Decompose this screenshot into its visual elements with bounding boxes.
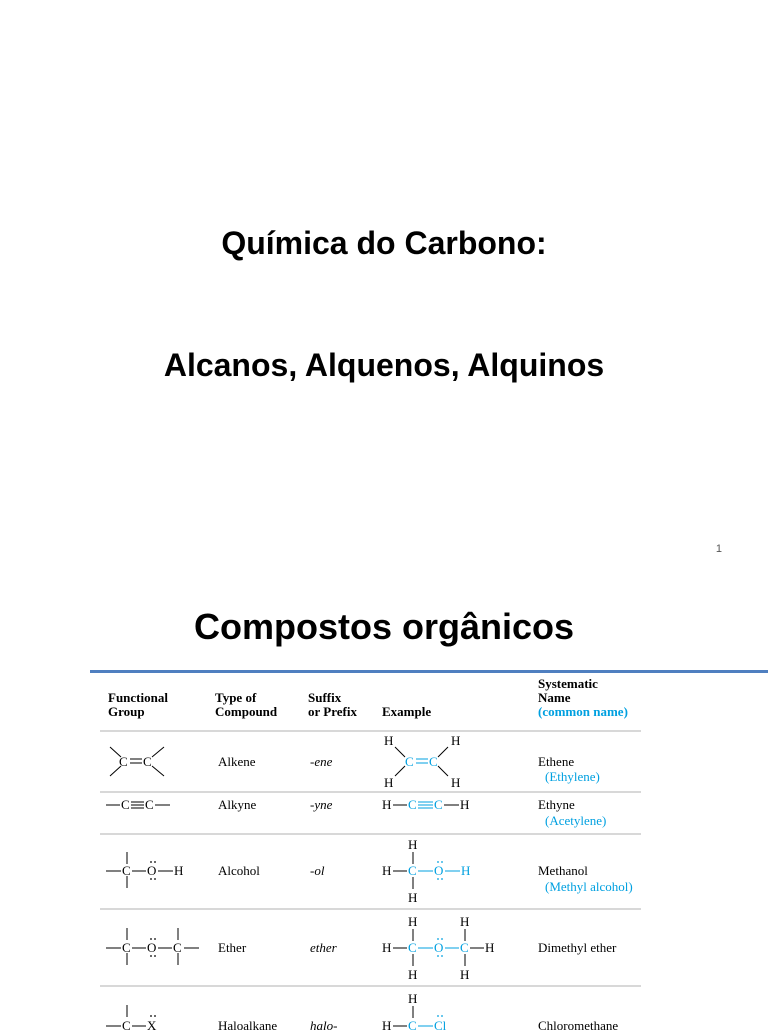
svg-text:H: H: [460, 914, 470, 929]
svg-text:C: C: [460, 940, 469, 955]
ethene-name: Ethene: [538, 754, 575, 769]
svg-text:O: O: [434, 863, 444, 878]
header-example: Example: [382, 704, 432, 719]
chloromethane-name: Chloromethane: [538, 1018, 619, 1032]
svg-text:O: O: [147, 863, 157, 878]
svg-text:Cl: Cl: [434, 1018, 447, 1032]
ethene-structure: [384, 733, 460, 790]
svg-text:X: X: [147, 1018, 157, 1032]
slide1-title: Química do Carbono:: [221, 225, 547, 261]
svg-text:H: H: [485, 940, 495, 955]
header-suffix-2: or Prefix: [308, 704, 357, 719]
svg-text:C: C: [408, 940, 417, 955]
alkene-type: Alkene: [218, 754, 256, 769]
ether-suffix: ether: [310, 940, 337, 955]
svg-text:H: H: [174, 863, 184, 878]
svg-text:H: H: [451, 733, 461, 748]
alkene-group-structure: [110, 747, 164, 776]
header-common-name: (common name): [538, 704, 628, 719]
svg-text:O: O: [147, 940, 157, 955]
haloalkane-group-structure: [106, 1005, 157, 1032]
dimethyl-ether-name: Dimethyl ether: [538, 940, 617, 955]
alkyne-type: Alkyne: [218, 797, 257, 812]
svg-text:H: H: [460, 797, 470, 812]
header-type-2: Compound: [215, 704, 278, 719]
ethyne-name: Ethyne: [538, 797, 575, 812]
svg-text:C: C: [122, 1018, 131, 1032]
svg-text:C: C: [434, 797, 443, 812]
header-functional-group-1: Functional: [108, 690, 168, 705]
svg-text:C: C: [405, 754, 414, 769]
svg-text:C: C: [122, 863, 131, 878]
alkene-suffix: -ene: [310, 754, 333, 769]
svg-text:C: C: [145, 797, 154, 812]
ethyne-structure: [382, 797, 469, 812]
header-type-1: Type of: [215, 690, 257, 705]
svg-text:H: H: [384, 775, 394, 790]
svg-text:H: H: [382, 863, 392, 878]
haloalkane-type: Haloalkane: [218, 1018, 278, 1032]
chloromethane-structure: [382, 991, 447, 1032]
methanol-structure: [382, 837, 470, 905]
ether-type: Ether: [218, 940, 247, 955]
alkyne-group-structure: [106, 797, 170, 812]
page-number: 1: [715, 543, 722, 555]
svg-text:H: H: [408, 967, 418, 982]
header-systematic-1: Systematic: [538, 676, 598, 691]
svg-text:H: H: [382, 797, 392, 812]
svg-text:C: C: [122, 940, 131, 955]
svg-text:C: C: [173, 940, 182, 955]
svg-text:H: H: [408, 914, 418, 929]
svg-text:H: H: [460, 967, 470, 982]
ethene-common-name: (Ethylene): [545, 769, 600, 784]
methanol-name: Methanol: [538, 863, 588, 878]
alcohol-type: Alcohol: [218, 863, 260, 878]
svg-text:C: C: [408, 797, 417, 812]
ethyne-common-name: (Acetylene): [545, 813, 607, 828]
alcohol-group-structure: [106, 852, 183, 888]
svg-text:C: C: [143, 754, 152, 769]
header-suffix-1: Suffix: [308, 690, 342, 705]
svg-text:C: C: [408, 1018, 417, 1032]
svg-text:H: H: [408, 991, 418, 1006]
alcohol-suffix: -ol: [310, 863, 325, 878]
svg-text:O: O: [434, 940, 444, 955]
svg-text:C: C: [121, 797, 130, 812]
functional-groups-table: [100, 672, 645, 1032]
svg-text:H: H: [451, 775, 461, 790]
svg-text:C: C: [429, 754, 438, 769]
svg-text:H: H: [384, 733, 394, 748]
methanol-common-name: (Methyl alcohol): [545, 879, 633, 894]
svg-text:H: H: [408, 890, 418, 905]
svg-text:C: C: [408, 863, 417, 878]
dimethyl-ether-structure: [382, 914, 494, 982]
svg-text:C: C: [119, 754, 128, 769]
svg-text:H: H: [382, 940, 392, 955]
slide1-subtitle: Alcanos, Alquenos, Alquinos: [163, 347, 605, 383]
haloalkane-suffix: halo-: [310, 1018, 338, 1032]
ether-group-structure: [106, 928, 199, 965]
slide2-title: Compostos orgânicos: [193, 606, 575, 647]
header-systematic-2: Name: [538, 690, 571, 705]
alkyne-suffix: -yne: [310, 797, 333, 812]
svg-text:H: H: [382, 1018, 392, 1032]
header-functional-group-2: Group: [108, 704, 145, 719]
svg-text:H: H: [408, 837, 418, 852]
svg-text:H: H: [461, 863, 471, 878]
